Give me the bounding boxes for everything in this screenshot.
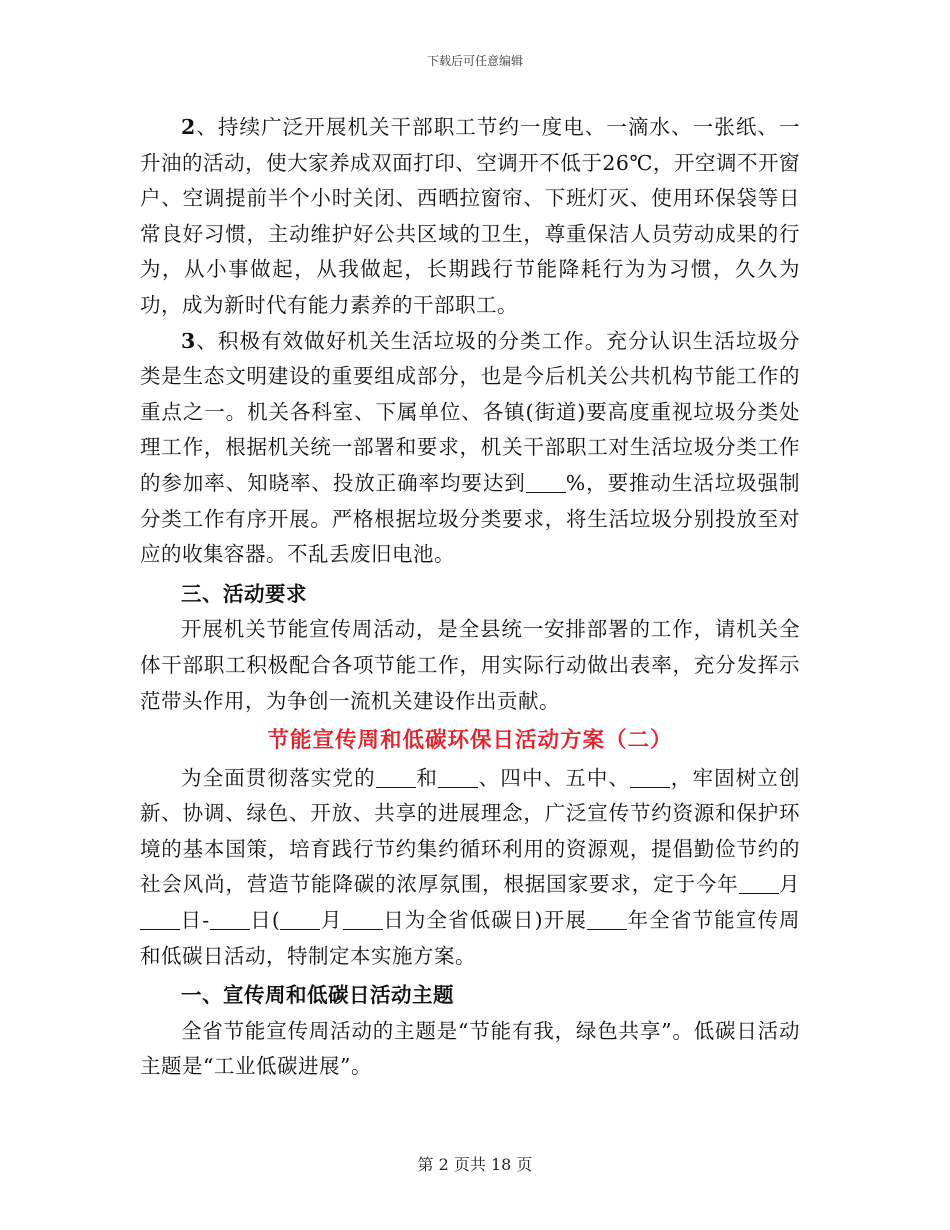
intro-text: 、四中、五中、 <box>478 765 631 790</box>
fill-blank <box>526 471 566 493</box>
intro-text: 年全省节能宣传周和低碳日活动，特制定本实施方案。 <box>140 908 801 968</box>
fill-blank <box>630 766 670 788</box>
intro-text: 和 <box>415 765 439 790</box>
page-footer: 第 2 页共 18 页 <box>417 1155 533 1174</box>
item-number: 3 <box>181 328 196 353</box>
paragraph-requirements: 开展机关节能宣传周活动，是全县统一安排部署的工作，请机关全体干部职工积极配合各项节能工作，用实际行动做出表率，充分发挥示范带头作用，为争创一流机关建设作出贡献。 <box>140 617 800 713</box>
intro-text: 日- <box>180 908 210 933</box>
paragraph-intro <box>140 761 800 975</box>
page-header: 下载后可任意编辑 <box>426 54 523 68</box>
fill-blank <box>739 873 779 895</box>
fill-blank <box>587 909 627 931</box>
intro-text: 为全面贯彻落实党的 <box>181 765 376 790</box>
intro-text: 日( <box>249 908 281 933</box>
intro-text: ，牢固树立创新、协调、绿色、开放、共享的进展理念，广泛宣传节约资源和保护环境的基本国策，培育践行节约集约循环利用的资源观，提倡勤俭节约的社会风尚，营造节能降碳的浓厚氛围，根据国家要求，定于今年 <box>140 765 801 897</box>
fill-blank <box>343 909 383 931</box>
item-text: %，要推动生活垃圾强制分类工作有序开展。严格根据垃圾分类要求，将生活垃圾分别投放至对应的收集容器。不乱丢废旧电池。 <box>140 470 801 567</box>
paragraph-item-2 <box>140 110 800 324</box>
intro-text: 月 <box>778 872 801 897</box>
section-heading-requirements: 三、活动要求 <box>181 581 307 606</box>
fill-blank <box>280 909 320 931</box>
fill-blank <box>438 766 478 788</box>
fill-blank <box>376 766 416 788</box>
fill-blank <box>140 909 180 931</box>
item-text: 、持续广泛开展机关干部职工节约一度电、一滴水、一张纸、一升油的活动，使大家养成双面打印、空调开不低于26℃，开空调不开窗户、空调提前半个小时关闭、西晒拉窗帘、下班灯灭、使用环保袋等日常良好习惯，主动维护好公共区域的卫生，尊重保洁人员劳动成果的行为，从小事做起，从我做起，长期践行节能降耗行为为习惯，久久为功，成为新时代有能力素养的干部职工。 <box>140 115 800 317</box>
item-text: 、积极有效做好机关生活垃圾的分类工作。充分认识生活垃圾分类是生态文明建设的重要组成部分，也是今后机关公共机构节能工作的重点之一。机关各科室、下属单位、各镇(街道)要高度重视垃圾分类处理工作，根据机关统一部署和要求，机关干部职工对生活垃圾分类工作的参加率、知晓率、投放正确率均要达到 <box>140 328 800 495</box>
section-heading-theme: 一、宣传周和低碳日活动主题 <box>181 983 454 1008</box>
document-body <box>140 110 800 1085</box>
fill-blank <box>210 909 250 931</box>
paragraph-item-3 <box>140 324 800 573</box>
document-title: 节能宣传周和低碳环保日活动方案（二） <box>267 728 673 754</box>
paragraph-theme: 全省节能宣传周活动的主题是“节能有我，绿色共享”。低碳日活动主题是“工业低碳进展”。 <box>140 1018 800 1079</box>
intro-text: 日为全省低碳日)开展 <box>382 908 588 933</box>
intro-text: 月 <box>320 908 343 933</box>
item-number: 2 <box>181 115 196 139</box>
